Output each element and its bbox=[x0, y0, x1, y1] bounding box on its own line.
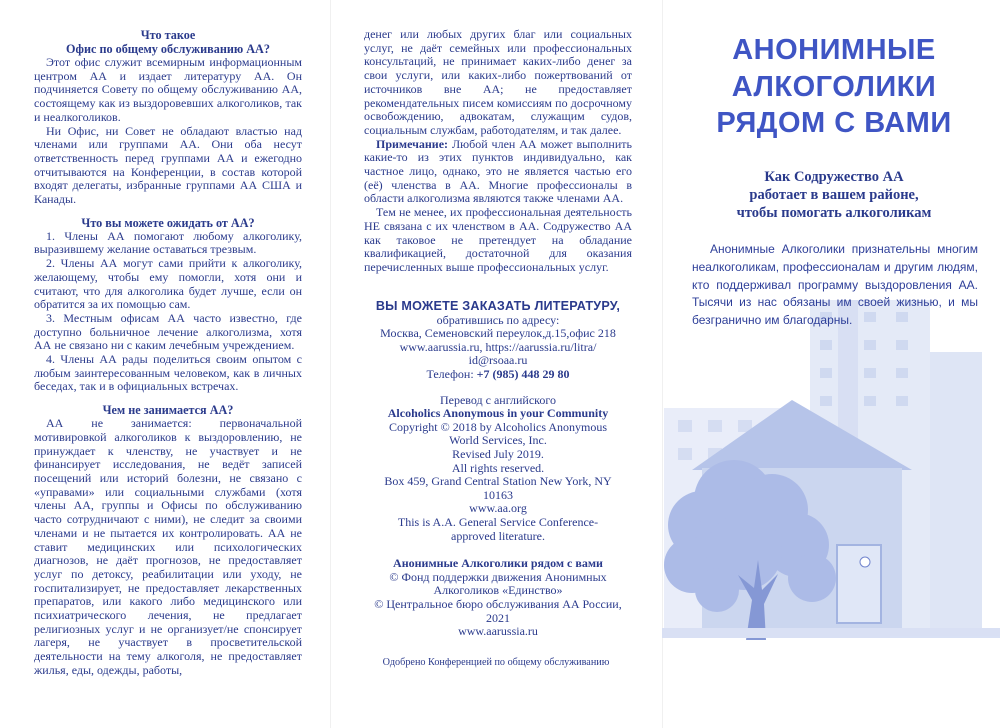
cover-title bbox=[692, 32, 976, 142]
note-text: Любой член АА может выполнить какие-то из этих пунктов индивидуально, как частное лицо, однако, это не является частью его (её) членства в АА. Многие профессионалы в области алкоголизма являются также членами АА. bbox=[364, 136, 632, 206]
expect-item-2: 2. Члены АА могут сами прийти к алкоголику, желающему, чтобы ему помогли, хотя они и считают, что для алкоголика будет лучше, если он обратится за их помощью сам. bbox=[34, 256, 302, 312]
russian-title: Анонимные Алкоголики рядом с вами bbox=[393, 556, 603, 571]
however-paragraph: Тем не менее, их профессиональная деятельность НЕ связана с их членством в АА. Содружество АА как таковое не претендует на обладание квалификацией, достаточной для оказания перечисленных выше профессиональных услуг. bbox=[364, 205, 632, 274]
russian-copyright-block bbox=[364, 571, 632, 639]
left-panel bbox=[0, 0, 330, 728]
expect-item-4: 4. Члены АА рады поделиться своим опытом с любым заинтересованным человеком, как в личных беседах, так и в официальных встречах. bbox=[34, 352, 302, 394]
thanks-paragraph: Анонимные Алкоголики признательны многим неалкоголикам, профессионалам и другим людям, кто поддерживал программу выздоровления АА. Тысячи из нас обязаны им своей жизнью, и мы безгранично им благодарны. bbox=[692, 242, 978, 328]
expect-item-3: 3. Местным офисам АА часто известно, где доступно больничное лечение алкоголизма, хотя АА не связано ни с каким лечебным учреждением. bbox=[34, 310, 302, 353]
note-label: Примечание: bbox=[376, 136, 449, 151]
cover-title-line-2: АЛКОГОЛИКИ bbox=[731, 70, 937, 103]
right-panel bbox=[662, 0, 1000, 728]
office-heading-1: Что такое bbox=[140, 28, 196, 42]
copyright-line-7: www.aa.org bbox=[469, 501, 527, 516]
cover-subtitle-line-1: Как Содружество АА bbox=[764, 168, 904, 185]
office-paragraph-2: Ни Офис, ни Совет не обладают властью над членами или группами АА. Они оба несут ответственность перед группами АА и ежегодно отчитываются на Конференции, в состав которой входят делегаты, избранные группами АА США и Канады. bbox=[34, 123, 302, 207]
note-paragraph bbox=[364, 138, 632, 207]
russian-copyright-line-2: Алкоголиков «Единство» bbox=[433, 583, 563, 598]
order-websites: www.aarussia.ru, https://aarussia.ru/litra/ bbox=[399, 339, 597, 354]
middle-panel bbox=[330, 0, 662, 728]
order-address: Москва, Семеновский переулок,д.15,офис 218 bbox=[380, 326, 616, 341]
copyright-line-2: World Services, Inc. bbox=[449, 433, 547, 448]
order-email: id@rsoaa.ru bbox=[468, 353, 528, 368]
phone-line bbox=[364, 368, 632, 382]
russian-copyright-line-4: www.aarussia.ru bbox=[458, 624, 538, 639]
copyright-block bbox=[364, 421, 632, 543]
translation-line: Перевод с английского bbox=[439, 392, 557, 407]
cover-subtitle-line-3: чтобы помогать алкоголикам bbox=[736, 204, 932, 221]
copyright-line-3: Revised July 2019. bbox=[452, 447, 544, 461]
russian-copyright-line-1: © Фонд поддержки движения Анонимных bbox=[389, 569, 607, 584]
copyright-line-4: All rights reserved. bbox=[451, 460, 545, 475]
copyright-line-5: Box 459, Grand Central Station New York, NY bbox=[384, 474, 612, 489]
copyright-line-9: approved literature. bbox=[451, 528, 545, 543]
cover-subtitle-line-2: работает в вашем районе, bbox=[749, 186, 919, 203]
office-heading-2: Офис по общему обслуживанию АА? bbox=[66, 42, 270, 56]
office-paragraph-1: Этот офис служит всемирным информационным центром АА и издает литературу АА. Он подчиняется Совету по общему обслуживанию АА, состоящему как из выздоровевших алкоголиков, так и неалкоголиков. bbox=[34, 55, 302, 124]
copyright-line-1: Copyright © 2018 by Alcoholics Anonymous bbox=[388, 419, 608, 434]
phone-value: +7 (985) 448 29 80 bbox=[476, 367, 570, 382]
cover-subtitle bbox=[692, 168, 976, 222]
phone-label: Телефон: bbox=[426, 367, 477, 382]
copyright-line-6: 10163 bbox=[483, 487, 513, 502]
expect-heading: Что вы можете ожидать от АА? bbox=[81, 215, 255, 230]
order-heading: ВЫ МОЖЕТЕ ЗАКАЗАТЬ ЛИТЕРАТУРУ, bbox=[375, 298, 621, 313]
copyright-line-8: This is A.A. General Service Conference- bbox=[397, 514, 599, 529]
original-title: Alcoholics Anonymous in your Community bbox=[387, 406, 609, 421]
cover-title-line-3: РЯДОМ С ВАМИ bbox=[716, 107, 952, 139]
expect-item-1: 1. Члены АА помогают любому алкоголику, выразившему желание оставаться трезвым. bbox=[34, 228, 302, 257]
russian-copyright-line-3: © Центральное бюро обслуживания АА России, 2021 bbox=[374, 596, 622, 625]
footer-approval: Одобрено Конференцией по общему обслуживанию bbox=[382, 657, 610, 668]
cover-title-line-1: АНОНИМНЫЕ bbox=[732, 34, 936, 66]
notdo-heading: Чем не занимается АА? bbox=[102, 403, 234, 418]
notdo-paragraph: АА не занимается: первоначальной мотивировкой алкоголиков к выздоровлению, не принуждает к членству, не участвует и не финансирует исследования, не ведёт записей посещений или историй болезни, не связано с «управами» или социальными службами (хотя члены АА, группы и Офисы по обслуживанию часто сотрудничают с ними), не следит за своими членами и не пытается их контролировать. АА не ставит медицинских или психологических диагнозов, не даёт прогнозов, не предоставляет услуг по детоксу, реабилитации или уходу, не госпитализирует, не предоставляет лекарственных препаратов, или какого либо медицинского или психиатрического лечения, не предлагает религиозных услуг и не организует/не спонсирует лагеря, не участвует в просветительской деятельности на тему алкоголя, не предоставляет жилья, еды, одежды, работы, bbox=[34, 416, 302, 677]
continued-paragraph: денег или любых других благ или социальных услуг, не даёт семейных или профессиональных консультаций, не принимает каких-либо денег за свои услуги, или каких-либо пожертвований от источников вне АА; не предоставляет рекомендательных писем комиссиям по досрочному освобождению, адвокатам, служащим судов, социальным службам, работодателям, и так далее. bbox=[364, 27, 632, 137]
order-line-1: обратившись по адресу: bbox=[436, 312, 560, 327]
